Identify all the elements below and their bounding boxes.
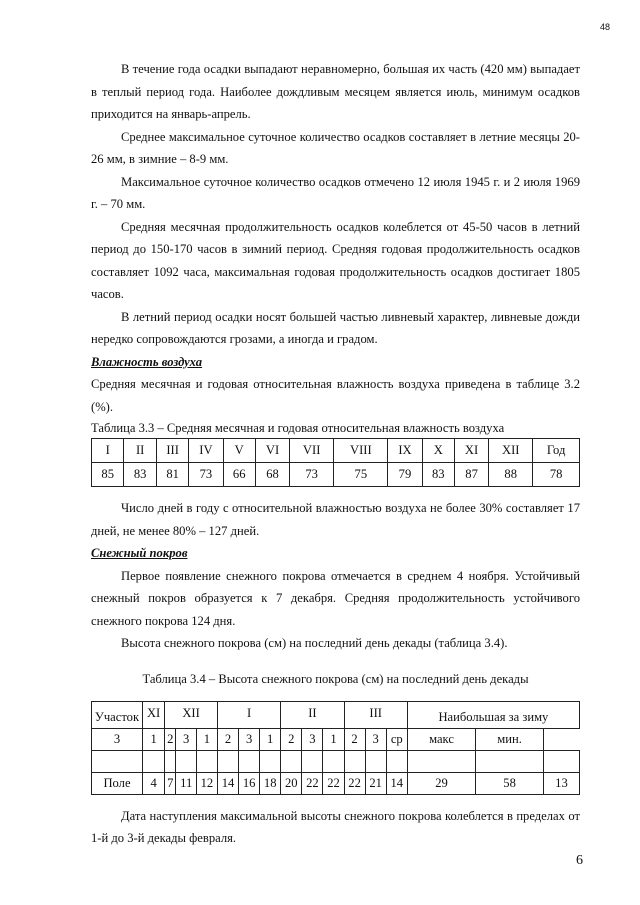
humidity-header-cell: V xyxy=(223,439,255,463)
month-header-cell: XI xyxy=(143,701,165,728)
decade-cell: 3 xyxy=(176,728,196,750)
paragraph-precipitation-duration: Средняя месячная продолжительность осадков колеблется от 45-50 часов в летний период до 150-170 часов в зимний период. Средняя годовая продолжительность осадков составляет 1092 часа, максимальная годовая продолжительность осадков достигает 1805 часов. xyxy=(91,219,580,301)
site-header-cell: Участок xyxy=(92,701,143,728)
snow-stat-cell: 13 xyxy=(543,772,579,794)
humidity-header-cell: IV xyxy=(189,439,223,463)
humidity-header-cell: XII xyxy=(489,439,533,463)
decade-cell: 3 xyxy=(365,728,386,750)
month-header-cell: II xyxy=(281,701,344,728)
decade-cell: 1 xyxy=(143,728,165,750)
snow-value-cell: 14 xyxy=(386,772,407,794)
humidity-header-cell: VI xyxy=(255,439,289,463)
paragraph-snow-height-intro: Высота снежного покрова (см) на последний день декады (таблица 3.4). xyxy=(121,636,508,650)
snow-height-table xyxy=(91,701,580,795)
humidity-table xyxy=(91,438,580,487)
snow-value-cell: 14 xyxy=(217,772,238,794)
humidity-value-cell: 75 xyxy=(334,463,388,487)
page-number: 6 xyxy=(576,853,583,868)
paragraph-daily-max-record: Максимальное суточное количество осадков отмечено 12 июля 1945 г. и 2 июля 1969 г. – 70 мм. xyxy=(91,174,580,211)
heading-snow-cover: Снежный покров xyxy=(91,546,188,560)
month-header-cell: I xyxy=(217,701,280,728)
humidity-header-cell: I xyxy=(92,439,124,463)
humidity-value-cell: 78 xyxy=(533,463,580,487)
snow-value-cell: 4 xyxy=(143,772,165,794)
humidity-value-cell: 87 xyxy=(455,463,489,487)
decade-cell: 2 xyxy=(165,728,176,750)
humidity-value-cell: 83 xyxy=(124,463,156,487)
humidity-value-cell: 73 xyxy=(290,463,334,487)
snow-value-cell: 12 xyxy=(196,772,217,794)
snow-value-cell: 18 xyxy=(260,772,281,794)
stat-header-cell: ср xyxy=(386,728,407,750)
snow-table-decade-row xyxy=(92,728,580,750)
snow-value-cell: 11 xyxy=(176,772,196,794)
humidity-value-cell: 83 xyxy=(422,463,454,487)
paragraph-summer-showers: В летний период осадки носят большей частью ливневый характер, ливневые дожди нередко сопровождаются грозами, а иногда и градом. xyxy=(91,309,580,346)
caption-table-3-4: Таблица 3.4 – Высота снежного покрова (см) на последний день декады xyxy=(142,671,529,686)
max-winter-header-cell: Наибольшая за зиму xyxy=(407,701,579,728)
paragraph-daily-average-max: Среднее максимальное суточное количество осадков составляет в летние месяцы 20-26 мм, в зимние – 8-9 мм. xyxy=(91,129,580,166)
humidity-header-cell: III xyxy=(156,439,188,463)
month-header-cell: III xyxy=(344,701,407,728)
humidity-table-values-row xyxy=(92,463,580,487)
humidity-table-header-row xyxy=(92,439,580,463)
stat-header-cell: макс xyxy=(407,728,475,750)
decade-cell: 3 xyxy=(239,728,260,750)
decade-cell: 2 xyxy=(344,728,365,750)
decade-cell: 2 xyxy=(217,728,238,750)
top-page-number: 48 xyxy=(599,22,610,32)
humidity-header-cell: X xyxy=(422,439,454,463)
snow-value-cell: 22 xyxy=(344,772,365,794)
document-body xyxy=(91,58,580,850)
humidity-value-cell: 66 xyxy=(223,463,255,487)
snow-value-cell: 7 xyxy=(165,772,176,794)
snow-table-data-row xyxy=(92,772,580,794)
humidity-header-cell: IX xyxy=(388,439,422,463)
snow-value-cell: 22 xyxy=(323,772,344,794)
decade-cell: 1 xyxy=(196,728,217,750)
humidity-header-cell: VIII xyxy=(334,439,388,463)
decade-cell: 3 xyxy=(92,728,143,750)
humidity-header-cell: XI xyxy=(455,439,489,463)
decade-cell: 1 xyxy=(260,728,281,750)
decade-cell: 2 xyxy=(281,728,302,750)
humidity-value-cell: 73 xyxy=(189,463,223,487)
row-label-cell: Поле xyxy=(92,772,143,794)
humidity-value-cell: 79 xyxy=(388,463,422,487)
snow-value-cell: 16 xyxy=(239,772,260,794)
heading-air-humidity: Влажность воздуха xyxy=(91,354,203,369)
snow-stat-cell: 29 xyxy=(407,772,475,794)
humidity-header-cell: Год xyxy=(533,439,580,463)
caption-table-3-3: Таблица 3.3 – Средняя месячная и годовая относительная влажность воздуха xyxy=(91,421,505,435)
humidity-value-cell: 81 xyxy=(156,463,188,487)
humidity-header-cell: VII xyxy=(290,439,334,463)
decade-cell: 1 xyxy=(323,728,344,750)
humidity-value-cell: 88 xyxy=(489,463,533,487)
snow-value-cell: 21 xyxy=(365,772,386,794)
humidity-header-cell: II xyxy=(124,439,156,463)
paragraph-precipitation-distribution: В течение года осадки выпадают неравномерно, большая их часть (420 мм) выпадает в теплый период года. Наиболее дождливым месяцем является июль, минимум осадков приходится на январь-апрель. xyxy=(91,62,580,121)
humidity-value-cell: 68 xyxy=(255,463,289,487)
stat-header-cell: мин. xyxy=(476,728,544,750)
paragraph-snow-max-date: Дата наступления максимальной высоты снежного покрова колеблется в пределах от 1-й до 3-й декады февраля. xyxy=(91,808,580,845)
snow-value-cell: 20 xyxy=(281,772,302,794)
paragraph-humidity-intro: Средняя месячная и годовая относительная влажность воздуха приведена в таблице 3.2 (%). xyxy=(91,377,580,414)
month-header-cell: XII xyxy=(165,701,218,728)
decade-cell: 3 xyxy=(302,728,323,750)
paragraph-snow-first: Первое появление снежного покрова отмечается в среднем 4 ноября. Устойчивый снежный покров образуется к 7 декабря. Средняя продолжительность устойчивого снежного покрова 124 дня. xyxy=(91,568,580,628)
humidity-value-cell: 85 xyxy=(92,463,124,487)
snow-stat-cell: 58 xyxy=(476,772,544,794)
snow-value-cell: 22 xyxy=(302,772,323,794)
paragraph-humidity-days: Число дней в году с относительной влажностью воздуха не более 30% составляет 17 дней, не менее 80% – 127 дней. xyxy=(91,501,580,538)
